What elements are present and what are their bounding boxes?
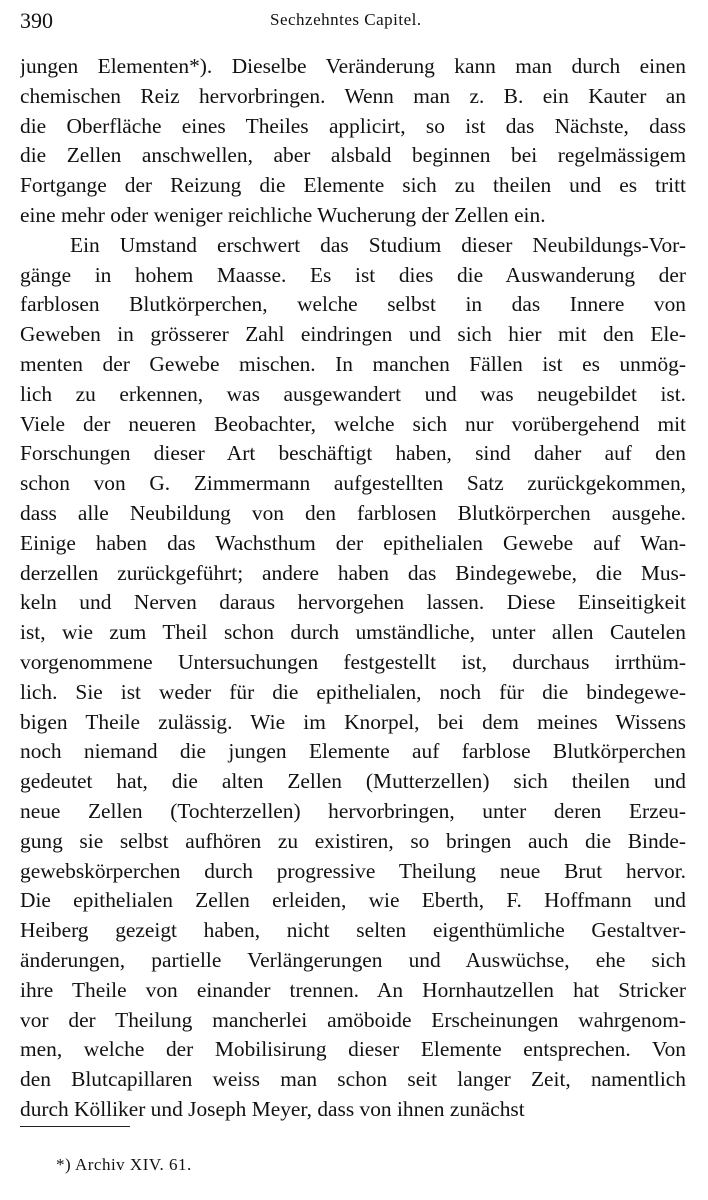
running-head: Sechzehntes Capitel. xyxy=(270,10,422,29)
text-line: eine mehr oder weniger reichliche Wucherung der Zellen ein. xyxy=(20,202,546,227)
text-line: die Zellen anschwellen, aber alsbald beginnen bei regelmässigem xyxy=(20,143,686,168)
text-line: Forschungen dieser Art beschäftigt haben, sind daher auf den xyxy=(20,441,686,466)
text-line: menten der Gewebe mischen. In manchen Fällen ist es unmög- xyxy=(20,351,686,376)
text-line: durch Kölliker und Joseph Meyer, dass von ihnen zunächst xyxy=(20,1096,525,1121)
text-line: keln und Nerven daraus hervorgehen lassen. Diese Einseitigkeit xyxy=(20,590,686,615)
body-text xyxy=(20,52,686,1125)
text-line: vor der Theilung mancherlei amöboide Erscheinungen wahrgenom- xyxy=(20,1007,686,1032)
text-line: men, welche der Mobilisirung dieser Elemente entsprechen. Von xyxy=(20,1037,686,1062)
text-line: gedeutet hat, die alten Zellen (Mutterzellen) sich theilen und xyxy=(20,769,686,794)
text-line: neue Zellen (Tochterzellen) hervorbringen, unter deren Erzeu- xyxy=(20,798,686,823)
text-line: derzellen zurückgeführt; andere haben das Bindegewebe, die Mus- xyxy=(20,560,686,585)
footnote: *) Archiv XIV. 61. xyxy=(56,1155,192,1174)
text-line: lich zu erkennen, was ausgewandert und was neugebildet ist. xyxy=(20,381,686,406)
text-line: Ein Umstand erschwert das Studium dieser Neubildungs-Vor- xyxy=(70,232,686,257)
text-line: Einige haben das Wachsthum der epithelialen Gewebe auf Wan- xyxy=(20,530,686,555)
text-line: chemischen Reiz hervorbringen. Wenn man z. B. ein Kauter an xyxy=(20,83,686,108)
text-line: änderungen, partielle Verlängerungen und Auswüchse, ehe sich xyxy=(20,947,686,972)
text-line: schon von G. Zimmermann aufgestellten Satz zurückgekommen, xyxy=(20,471,686,496)
text-line: bigen Theile zulässig. Wie im Knorpel, bei dem meines Wissens xyxy=(20,709,686,734)
text-line: gung sie selbst aufhören zu existiren, so bringen auch die Binde- xyxy=(20,828,686,853)
footnote-divider xyxy=(20,1126,130,1127)
text-line: farblosen Blutkörperchen, welche selbst in das Innere von xyxy=(20,292,686,317)
text-line: die Oberfläche eines Theiles applicirt, so ist das Nächste, dass xyxy=(20,113,686,138)
text-line: jungen Elementen*). Dieselbe Veränderung kann man durch einen xyxy=(20,54,686,78)
text-line: lich. Sie ist weder für die epithelialen, noch für die bindegewe- xyxy=(20,679,686,704)
text-line: Heiberg gezeigt haben, nicht selten eigenthümliche Gestaltver- xyxy=(20,918,686,943)
page-header xyxy=(20,8,688,38)
text-line: gewebskörperchen durch progressive Theilung neue Brut hervor. xyxy=(20,858,686,883)
page-number: 390 xyxy=(20,8,53,33)
text-line: Geweben in grösserer Zahl eindringen und sich hier mit den Ele- xyxy=(20,322,686,347)
text-line: dass alle Neubildung von den farblosen Blutkörperchen ausgehe. xyxy=(20,500,686,525)
text-line: den Blutcapillaren weiss man schon seit langer Zeit, namentlich xyxy=(20,1067,686,1092)
text-line: Viele der neueren Beobachter, welche sich nur vorübergehend mit xyxy=(20,411,686,436)
text-line: ihre Theile von einander trennen. An Hornhautzellen hat Stricker xyxy=(20,977,686,1002)
text-line: vorgenommene Untersuchungen festgestellt ist, durchaus irrthüm- xyxy=(20,649,686,674)
text-line: Die epithelialen Zellen erleiden, wie Eberth, F. Hoffmann und xyxy=(20,888,686,913)
text-line: gänge in hohem Maasse. Es ist dies die Auswanderung der xyxy=(20,262,686,287)
text-line: Fortgange der Reizung die Elemente sich zu theilen und es tritt xyxy=(20,173,686,198)
text-line: noch niemand die jungen Elemente auf farblose Blutkörperchen xyxy=(20,739,686,764)
text-line: ist, wie zum Theil schon durch umständliche, unter allen Cautelen xyxy=(20,620,686,645)
